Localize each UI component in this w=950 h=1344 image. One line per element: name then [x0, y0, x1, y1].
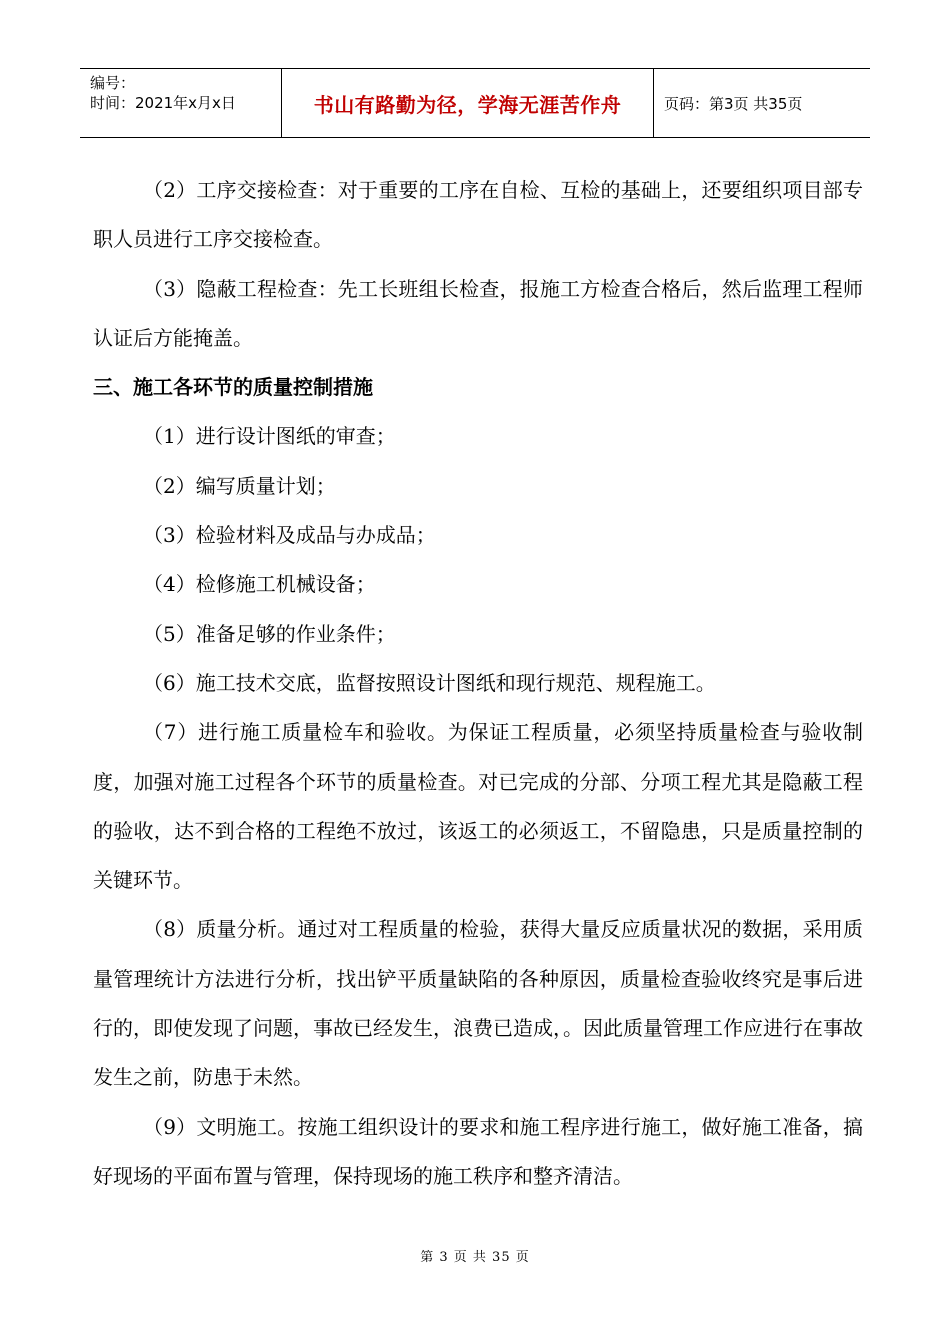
document-date: 时间：2021年x月x日: [90, 94, 236, 112]
page-header: [80, 68, 870, 138]
header-meta: [80, 69, 282, 137]
list-item: （4）检修施工机械设备；: [143, 572, 376, 597]
list-item: （1）进行设计图纸的审查；: [143, 424, 396, 449]
section-heading: 三、施工各环节的质量控制措施: [93, 375, 373, 400]
paragraph-concealed-inspection: （3）隐蔽工程检查：先工长班组长检查，报施工方检查合格后，然后监理工程师认证后方能掩盖。: [93, 276, 863, 350]
paragraph-civilized-construction: （9）文明施工。按施工组织设计的要求和施工程序进行施工，做好施工准备，搞好现场的平面布置与管理，保持现场的施工秩序和整齐清洁。: [93, 1114, 863, 1188]
paragraph-quality-inspection: （7）进行施工质量检车和验收。为保证工程质量，必须坚持质量检查与验收制度，加强对施工过程各个环节的质量检查。对已完成的分部、分项工程尤其是隐蔽工程的验收，达不到合格的工程绝不放过，该返工的必须返工，不留隐患，只是质量控制的关键环节。: [93, 720, 863, 893]
page-footer: 第 3 页 共 35 页: [420, 1250, 530, 1265]
list-item: （5）准备足够的作业条件；: [143, 621, 396, 646]
list-item: （2）编写质量计划；: [143, 473, 336, 498]
paragraph-quality-analysis: （8）质量分析。通过对工程质量的检验，获得大量反应质量状况的数据，采用质量管理统计方法进行分析，找出铲平质量缺陷的各种原因，质量检查验收终究是事后进行的，即使发现了问题，事故已经发生，浪费已造成，。因此质量管理工作应进行在事故发生之前，防患于未然。: [93, 917, 863, 1090]
document-body: [93, 166, 863, 1201]
paragraph-handover-inspection: （2）工序交接检查：对于重要的工序在自检、互检的基础上，还要组织项目部专职人员进行工序交接检查。: [93, 178, 863, 252]
header-motto: 书山有路勤为径，学海无涯苦作舟: [282, 69, 654, 137]
document-number-label: 编号：: [90, 74, 136, 92]
header-page-code: 页码：第3页 共35页: [664, 94, 803, 113]
list-item: （6）施工技术交底，监督按照设计图纸和现行规范、规程施工。: [143, 670, 716, 695]
list-item: （3）检验材料及成品与办成品；: [143, 523, 436, 548]
